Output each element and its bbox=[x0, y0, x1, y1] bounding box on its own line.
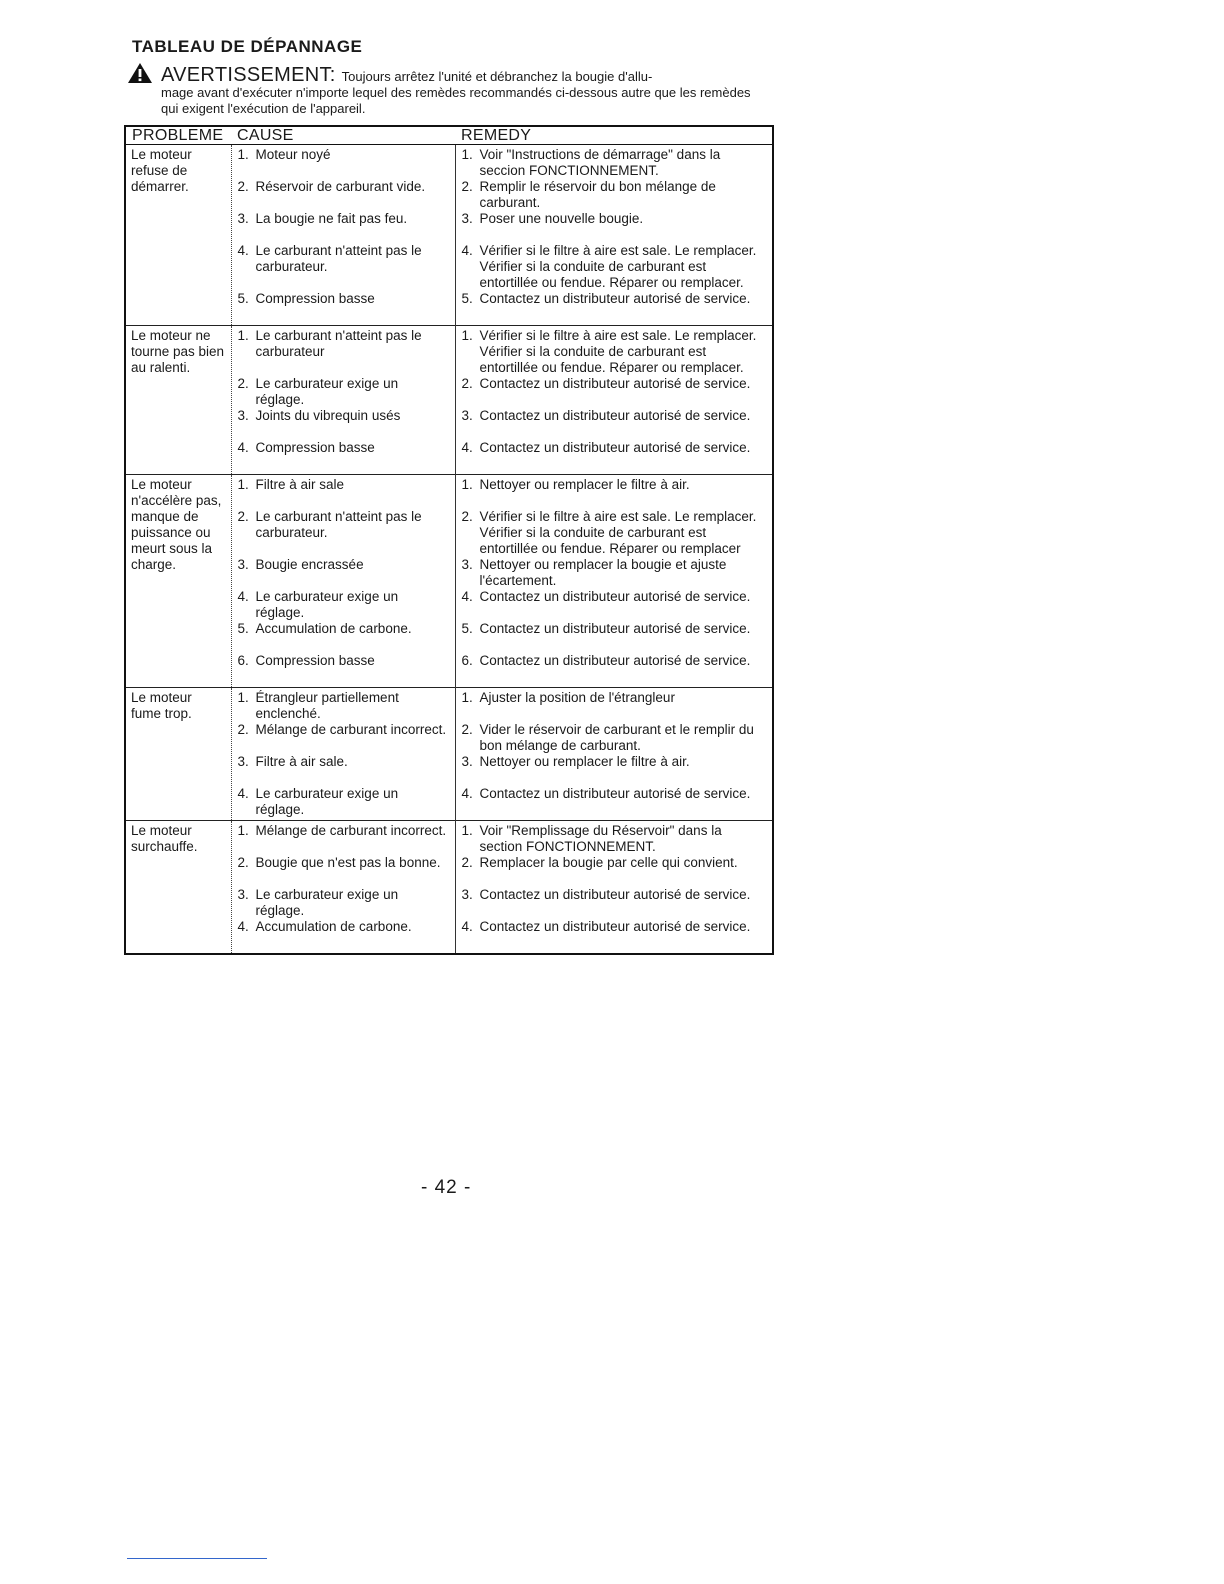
cause-item-text: Le carburateur exige un réglage. bbox=[255, 589, 399, 620]
remedy-item bbox=[462, 557, 767, 589]
remedy-item bbox=[462, 722, 767, 754]
table-row bbox=[125, 475, 773, 688]
cause-item-text: Accumulation de carbone. bbox=[255, 621, 412, 636]
cause-item bbox=[238, 509, 449, 557]
cause-cell bbox=[231, 688, 455, 821]
cause-cell bbox=[231, 475, 455, 688]
cause-item-text: Joints du vibrequin usés bbox=[255, 408, 401, 423]
cause-item-text: Mélange de carburant incorrect. bbox=[255, 823, 447, 838]
remedy-item-number: 2. bbox=[461, 855, 473, 870]
cause-item-number: 3. bbox=[237, 754, 249, 769]
problem-cell: Le moteur n'accélère pas, manque de puissance ou meurt sous la charge. bbox=[125, 475, 231, 688]
remedy-item-text: Contactez un distributeur autorisé de service. bbox=[479, 440, 751, 455]
remedy-item-text: Ajuster la position de l'étrangleur bbox=[479, 690, 675, 705]
remedy-item-number: 3. bbox=[461, 408, 473, 423]
remedy-item-text: Contactez un distributeur autorisé de service. bbox=[479, 408, 751, 423]
warning-block bbox=[127, 62, 767, 117]
cause-item bbox=[238, 408, 449, 440]
cause-cell bbox=[231, 821, 455, 955]
cause-item bbox=[238, 328, 449, 376]
cause-cell bbox=[231, 326, 455, 475]
remedy-item bbox=[462, 211, 767, 243]
remedy-item bbox=[462, 621, 767, 653]
cause-item bbox=[238, 211, 449, 243]
cause-item-text: Réservoir de carburant vide. bbox=[255, 179, 426, 194]
remedy-item-text: Vérifier si le filtre à aire est sale. Le remplacer. Vérifier si la conduite de carburant est entortillée ou fendue. Réparer ou remplacer. bbox=[479, 243, 757, 290]
remedy-item-number: 1. bbox=[461, 690, 473, 705]
remedy-item bbox=[462, 440, 767, 472]
remedy-item-number: 1. bbox=[461, 823, 473, 838]
footer-rule bbox=[127, 1558, 267, 1559]
cause-item-text: Accumulation de carbone. bbox=[255, 919, 412, 934]
cause-item-text: Le carburant n'atteint pas le carburateur. bbox=[255, 509, 422, 540]
cause-item bbox=[238, 376, 449, 408]
remedy-item bbox=[462, 408, 767, 440]
remedy-item-number: 2. bbox=[461, 179, 473, 194]
header-remedy: REMEDY bbox=[455, 126, 773, 145]
remedy-cell bbox=[455, 475, 773, 688]
remedy-item-number: 2. bbox=[461, 722, 473, 737]
remedy-item-number: 5. bbox=[461, 621, 473, 636]
cause-item-number: 4. bbox=[237, 589, 249, 604]
remedy-item-text: Remplacer la bougie par celle qui convient. bbox=[479, 855, 738, 870]
cause-item-number: 2. bbox=[237, 855, 249, 870]
remedy-item-number: 4. bbox=[461, 243, 473, 258]
cause-item-number: 6. bbox=[237, 653, 249, 668]
cause-item-number: 2. bbox=[237, 179, 249, 194]
remedy-item-text: Contactez un distributeur autorisé de service. bbox=[479, 919, 751, 934]
cause-item-number: 4. bbox=[237, 919, 249, 934]
cause-item-text: Étrangleur partiellement enclenché. bbox=[255, 690, 399, 721]
cause-item-number: 3. bbox=[237, 211, 249, 226]
cause-item-number: 1. bbox=[237, 823, 249, 838]
remedy-item-text: Remplir le réservoir du bon mélange de carburant. bbox=[479, 179, 716, 210]
page-title: TABLEAU DE DÉPANNAGE bbox=[132, 37, 363, 56]
page-number: - 42 - bbox=[421, 1177, 472, 1198]
remedy-cell bbox=[455, 145, 773, 326]
cause-item-text: La bougie ne fait pas feu. bbox=[255, 211, 408, 226]
table-header-row bbox=[125, 126, 773, 145]
cause-item bbox=[238, 440, 449, 472]
troubleshooting-table bbox=[124, 125, 774, 955]
remedy-item-text: Contactez un distributeur autorisé de service. bbox=[479, 376, 751, 391]
cause-item-number: 4. bbox=[237, 786, 249, 801]
cause-item-text: Mélange de carburant incorrect. bbox=[255, 722, 447, 737]
cause-item-text: Compression basse bbox=[255, 653, 375, 668]
remedy-item-number: 4. bbox=[461, 440, 473, 455]
remedy-item-text: Voir "Remplissage du Réservoir" dans la section FONCTIONNEMENT. bbox=[479, 823, 722, 854]
remedy-item-number: 3. bbox=[461, 754, 473, 769]
warning-text-first: Toujours arrêtez l'unité et débranchez la bougie d'allu- bbox=[341, 69, 653, 84]
cause-item bbox=[238, 855, 449, 887]
cause-item-text: Moteur noyé bbox=[255, 147, 331, 162]
cause-item-text: Le carburant n'atteint pas le carburateur bbox=[255, 328, 422, 359]
cause-item bbox=[238, 291, 449, 323]
cause-item-number: 1. bbox=[237, 690, 249, 705]
cause-item-text: Bougie que n'est pas la bonne. bbox=[255, 855, 441, 870]
cause-item bbox=[238, 754, 449, 786]
remedy-item bbox=[462, 823, 767, 855]
remedy-item bbox=[462, 243, 767, 291]
remedy-item-number: 2. bbox=[461, 509, 473, 524]
cause-item bbox=[238, 823, 449, 855]
cause-item bbox=[238, 653, 449, 685]
remedy-item-text: Voir "Instructions de démarrage" dans la seccion FONCTIONNEMENT. bbox=[479, 147, 721, 178]
warning-heading: AVERTISSEMENT: bbox=[161, 64, 336, 86]
cause-item-number: 3. bbox=[237, 557, 249, 572]
header-problem: PROBLEME bbox=[125, 126, 231, 145]
remedy-item-text: Vider le réservoir de carburant et le remplir du bon mélange de carburant. bbox=[479, 722, 754, 753]
remedy-item-text: Vérifier si le filtre à aire est sale. Le remplacer. Vérifier si la conduite de carburant est entortillée ou fendue. Réparer ou remplacer bbox=[479, 509, 757, 556]
cause-cell bbox=[231, 145, 455, 326]
remedy-item bbox=[462, 179, 767, 211]
cause-item-text: Le carburateur exige un réglage. bbox=[255, 376, 399, 407]
problem-cell: Le moteur surchauffe. bbox=[125, 821, 231, 955]
remedy-item bbox=[462, 653, 767, 685]
cause-item-number: 3. bbox=[237, 408, 249, 423]
cause-item-number: 1. bbox=[237, 328, 249, 343]
cause-item bbox=[238, 589, 449, 621]
table-row bbox=[125, 145, 773, 326]
warning-text-rest: mage avant d'exécuter n'importe lequel des remèdes recommandés ci-dessous autre que les remèdes qui exigent l'exécution de l'appareil. bbox=[161, 85, 751, 116]
table-body bbox=[125, 145, 773, 955]
remedy-item-text: Contactez un distributeur autorisé de service. bbox=[479, 589, 751, 604]
cause-item bbox=[238, 786, 449, 818]
remedy-item-text: Nettoyer ou remplacer la bougie et ajuste l'écartement. bbox=[479, 557, 727, 588]
remedy-item-number: 1. bbox=[461, 477, 473, 492]
remedy-cell bbox=[455, 688, 773, 821]
cause-item bbox=[238, 243, 449, 291]
remedy-item-text: Contactez un distributeur autorisé de service. bbox=[479, 786, 751, 801]
header-cause: CAUSE bbox=[231, 126, 455, 145]
remedy-item bbox=[462, 855, 767, 887]
remedy-item bbox=[462, 509, 767, 557]
remedy-item-text: Poser une nouvelle bougie. bbox=[479, 211, 644, 226]
cause-item-text: Filtre à air sale bbox=[255, 477, 345, 492]
remedy-item-number: 4. bbox=[461, 919, 473, 934]
remedy-item-number: 4. bbox=[461, 786, 473, 801]
remedy-item bbox=[462, 690, 767, 722]
cause-item bbox=[238, 557, 449, 589]
cause-item bbox=[238, 690, 449, 722]
remedy-item bbox=[462, 291, 767, 323]
cause-item-text: Filtre à air sale. bbox=[255, 754, 348, 769]
cause-item-text: Bougie encrassée bbox=[255, 557, 364, 572]
cause-item-number: 3. bbox=[237, 887, 249, 902]
remedy-item-text: Contactez un distributeur autorisé de service. bbox=[479, 291, 751, 306]
remedy-item bbox=[462, 589, 767, 621]
cause-item bbox=[238, 179, 449, 211]
remedy-item-text: Nettoyer ou remplacer le filtre à air. bbox=[479, 754, 690, 769]
remedy-item bbox=[462, 477, 767, 509]
remedy-item-number: 1. bbox=[461, 328, 473, 343]
remedy-item-number: 3. bbox=[461, 557, 473, 572]
table-row bbox=[125, 821, 773, 955]
cause-item-text: Le carburateur exige un réglage. bbox=[255, 887, 399, 918]
remedy-item-text: Vérifier si le filtre à aire est sale. Le remplacer. Vérifier si la conduite de carburant est entortillée ou fendue. Réparer ou remplacer. bbox=[479, 328, 757, 375]
cause-item-text: Compression basse bbox=[255, 440, 375, 455]
problem-cell: Le moteur fume trop. bbox=[125, 688, 231, 821]
remedy-item-text: Contactez un distributeur autorisé de service. bbox=[479, 621, 751, 636]
remedy-item bbox=[462, 376, 767, 408]
remedy-item-number: 5. bbox=[461, 291, 473, 306]
cause-item-number: 1. bbox=[237, 477, 249, 492]
cause-item bbox=[238, 147, 449, 179]
cause-item-text: Compression basse bbox=[255, 291, 375, 306]
cause-item-number: 5. bbox=[237, 291, 249, 306]
remedy-item-number: 6. bbox=[461, 653, 473, 668]
remedy-item-number: 4. bbox=[461, 589, 473, 604]
remedy-item-text: Contactez un distributeur autorisé de service. bbox=[479, 653, 751, 668]
table-row bbox=[125, 326, 773, 475]
remedy-item bbox=[462, 147, 767, 179]
cause-item-text: Le carburateur exige un réglage. bbox=[255, 786, 399, 817]
remedy-item-text: Contactez un distributeur autorisé de service. bbox=[479, 887, 751, 902]
remedy-cell bbox=[455, 821, 773, 955]
problem-cell: Le moteur refuse de démarrer. bbox=[125, 145, 231, 326]
remedy-cell bbox=[455, 326, 773, 475]
cause-item-number: 4. bbox=[237, 440, 249, 455]
cause-item bbox=[238, 722, 449, 754]
cause-item bbox=[238, 887, 449, 919]
cause-item-text: Le carburant n'atteint pas le carburateur. bbox=[255, 243, 422, 274]
remedy-item-number: 2. bbox=[461, 376, 473, 391]
remedy-item-text: Nettoyer ou remplacer le filtre à air. bbox=[479, 477, 690, 492]
cause-item bbox=[238, 477, 449, 509]
cause-item bbox=[238, 919, 449, 951]
cause-item-number: 2. bbox=[237, 722, 249, 737]
remedy-item-number: 3. bbox=[461, 887, 473, 902]
cause-item bbox=[238, 621, 449, 653]
remedy-item-number: 3. bbox=[461, 211, 473, 226]
cause-item-number: 1. bbox=[237, 147, 249, 162]
table-row bbox=[125, 688, 773, 821]
remedy-item bbox=[462, 754, 767, 786]
problem-cell: Le moteur ne tourne pas bien au ralenti. bbox=[125, 326, 231, 475]
remedy-item bbox=[462, 786, 767, 818]
remedy-item bbox=[462, 919, 767, 951]
warning-icon bbox=[127, 62, 153, 84]
cause-item-number: 4. bbox=[237, 243, 249, 258]
cause-item-number: 2. bbox=[237, 509, 249, 524]
remedy-item bbox=[462, 887, 767, 919]
remedy-item-number: 1. bbox=[461, 147, 473, 162]
cause-item-number: 5. bbox=[237, 621, 249, 636]
cause-item-number: 2. bbox=[237, 376, 249, 391]
remedy-item bbox=[462, 328, 767, 376]
